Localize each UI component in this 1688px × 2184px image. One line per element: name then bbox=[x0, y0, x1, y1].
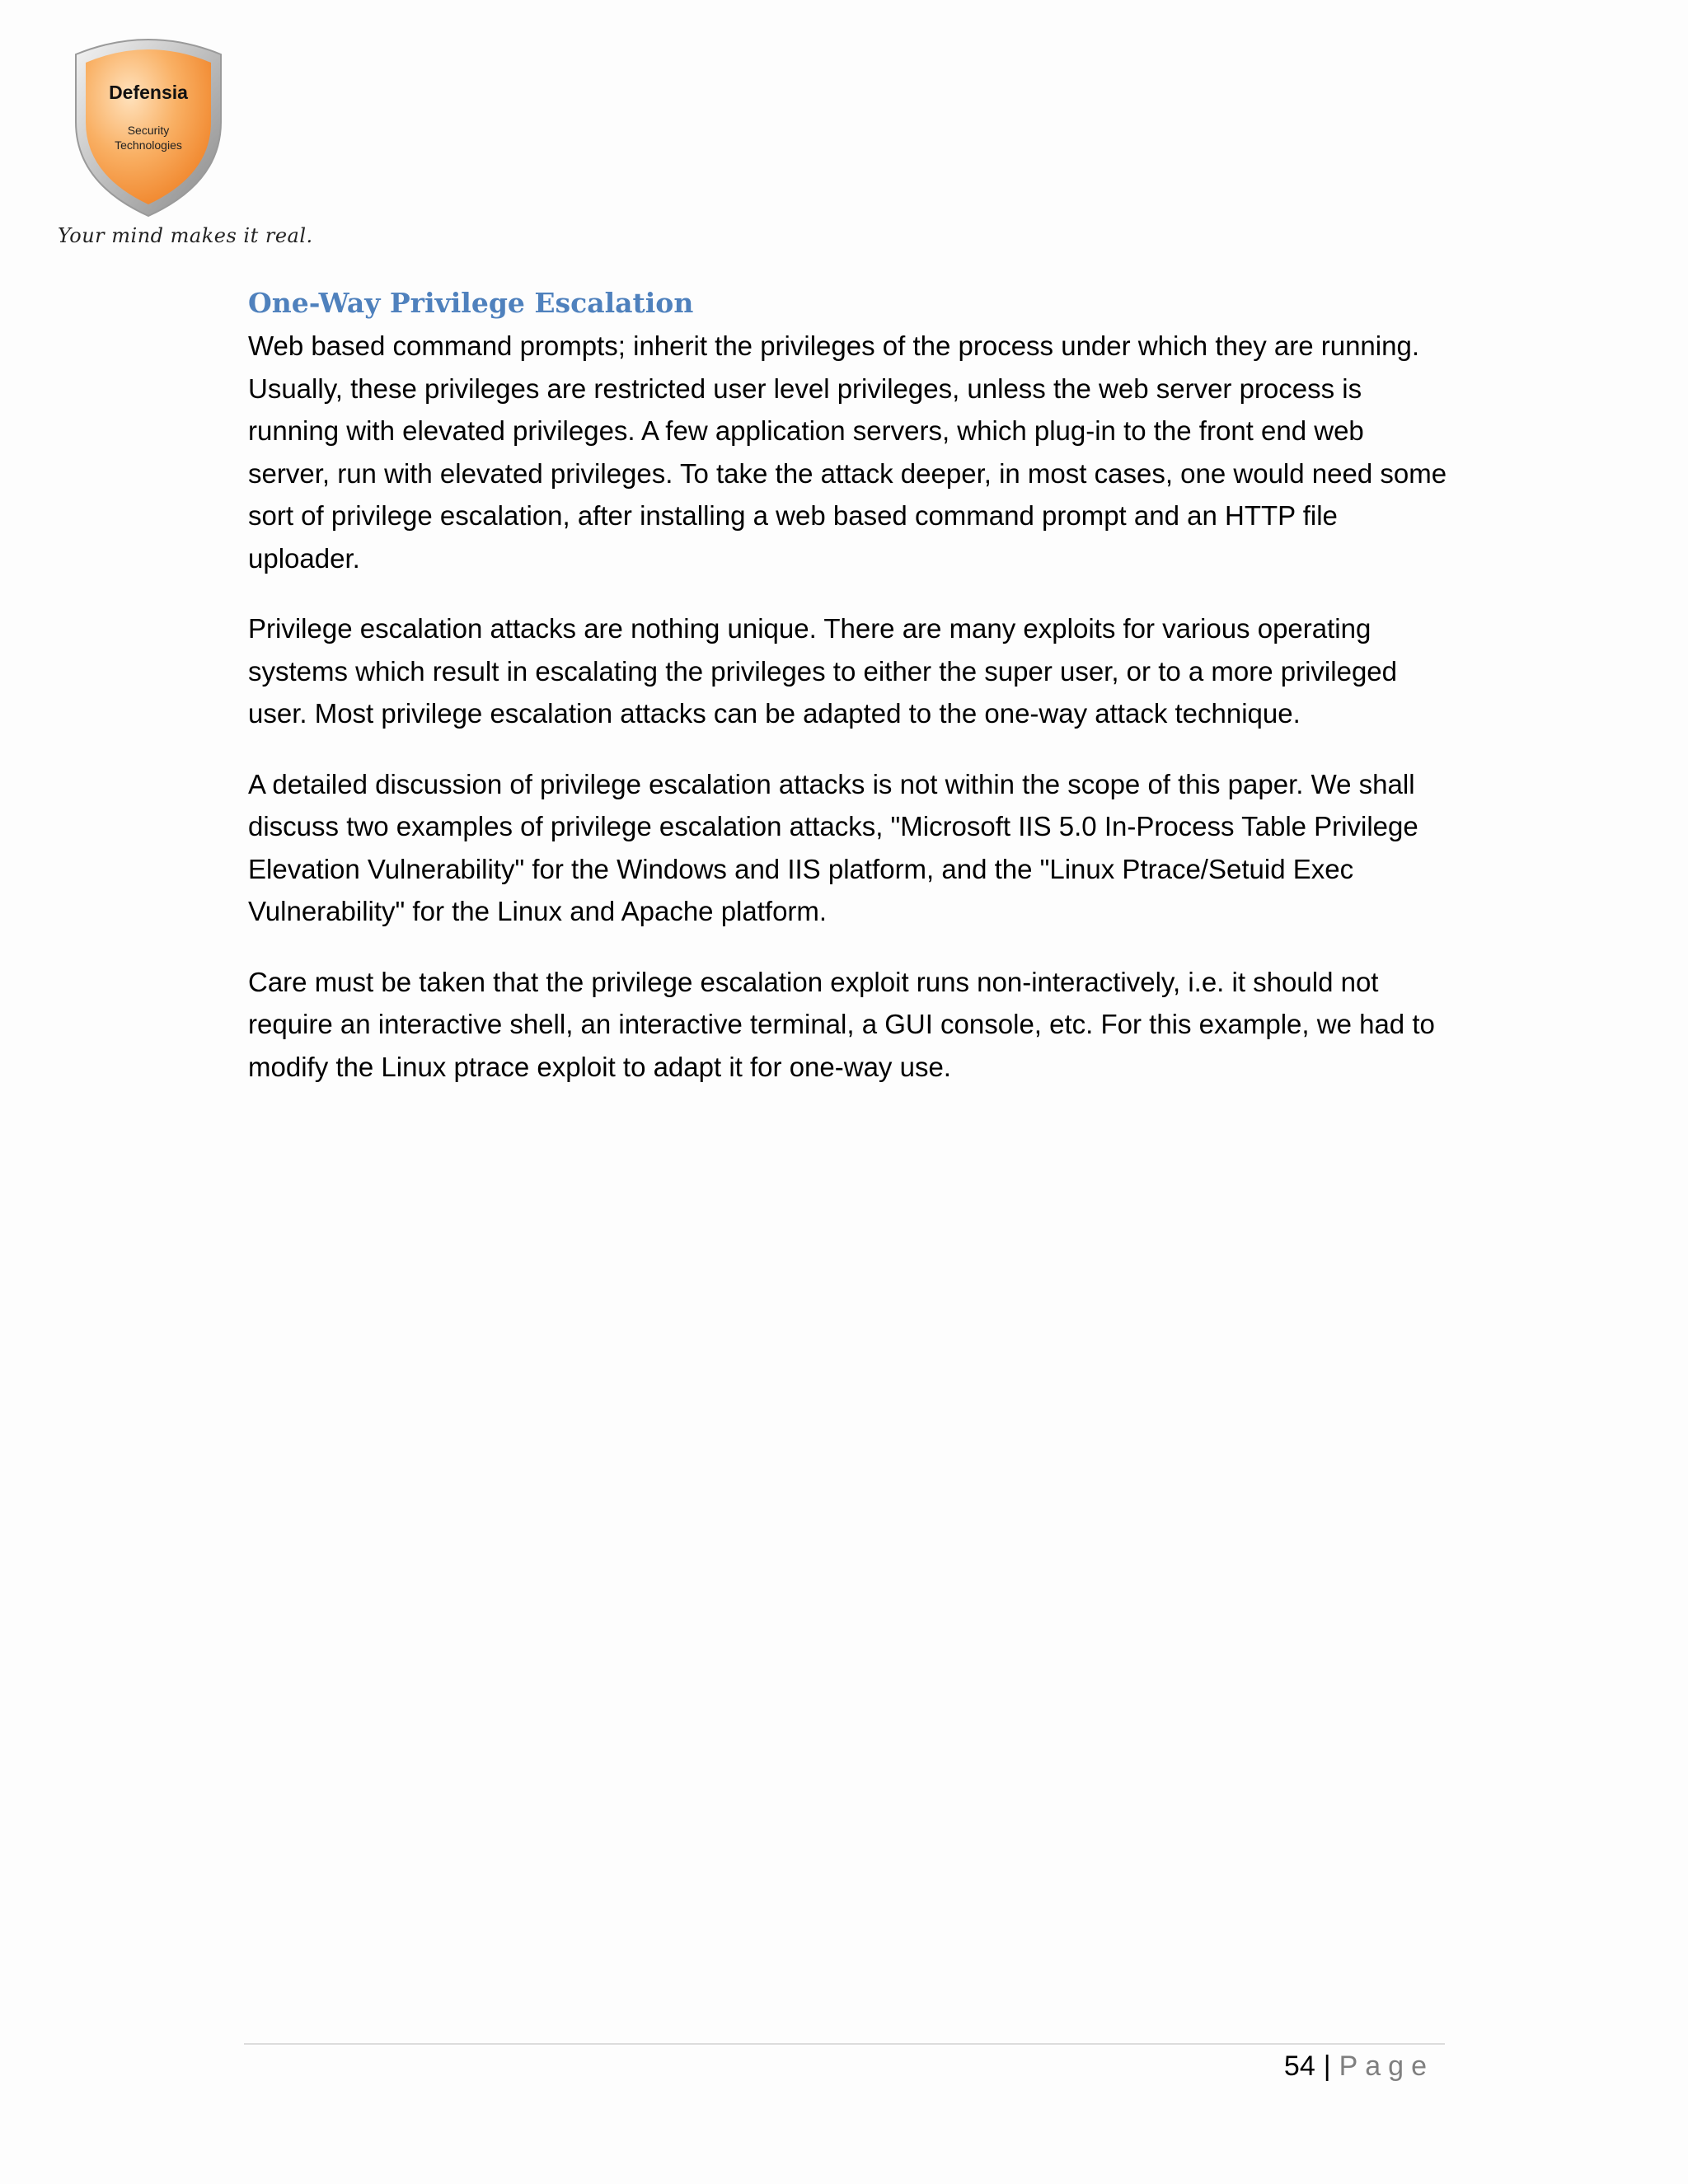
page-label: Page bbox=[1339, 2050, 1434, 2082]
logo-tagline: Your mind makes it real. bbox=[58, 224, 313, 247]
body-paragraph-2: Privilege escalation attacks are nothing unique. There are many exploits for various operating systems which result in escalating the privileges to either the super user, or to a more privileged user. Most privilege escalation attacks can be adapted to the one-way attack technique. bbox=[248, 613, 1398, 729]
main-content bbox=[248, 282, 1447, 1116]
page-footer bbox=[1284, 2046, 1434, 2087]
logo-brand-text: Defensia bbox=[109, 82, 188, 103]
footer-separator: | bbox=[1323, 2050, 1331, 2082]
company-logo bbox=[58, 25, 313, 255]
body-paragraph-1: Web based command prompts; inherit the privileges of the process under which they are running. Usually, these privileges are restricted user level privileges, unless the web server process is running with elevated privileges. A few application servers, which plug-in to the front end web server, run with elevated privileges. To take the attack deeper, in most cases, one would need some sort of privilege escalation, after installing a web based command prompt and an HTTP file uploader. bbox=[248, 330, 1447, 574]
footer-divider bbox=[244, 2043, 1445, 2045]
body-paragraph-3: A detailed discussion of privilege escalation attacks is not within the scope of this paper. We shall discuss two examples of privilege escalation attacks, "Microsoft IIS 5.0 In-Process Table Privilege Elevation Vulnerability" for the Windows and IIS platform, and the "Linux Ptrace/Setuid Exec Vulnerability" for the Linux and Apache platform. bbox=[248, 768, 1418, 926]
shield-emblem-icon bbox=[58, 25, 239, 223]
body-paragraph-4: Care must be taken that the privilege escalation exploit runs non-interactively, i.e. it should not require an interactive shell, an interactive terminal, a GUI console, etc. For this example, we had to modify the Linux ptrace exploit to adapt it for one-way use. bbox=[248, 966, 1435, 1082]
logo-subtitle-line2: Technologies bbox=[115, 138, 182, 152]
logo-subtitle-line1: Security bbox=[127, 124, 170, 137]
page-number: 54 bbox=[1283, 2050, 1315, 2082]
section-heading: One-Way Privilege Escalation bbox=[248, 287, 694, 319]
